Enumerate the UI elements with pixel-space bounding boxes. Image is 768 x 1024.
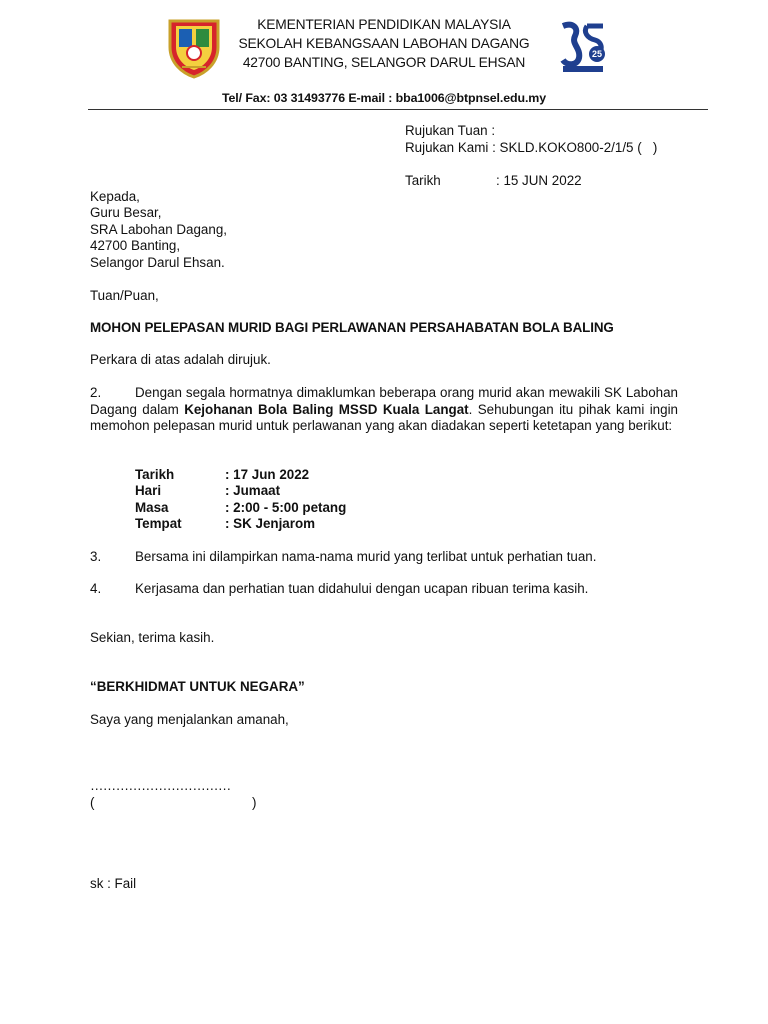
ref-tuan: Rujukan Tuan : <box>405 123 496 138</box>
para3-number: 3. <box>90 549 102 564</box>
school-crest-logo <box>166 17 222 79</box>
recipient-line: Kepada, <box>90 189 140 204</box>
para2-number: 2. <box>90 385 102 400</box>
closing-line: Sekian, terima kasih. <box>90 630 215 645</box>
para2-text-c: . Sehubungan itu pihak kami ingin memohon pelepasan murid untuk perlawanan yang akan diadakan seperti ketetapan yang berikut: <box>90 401 678 433</box>
ref-kami: Rujukan Kami : SKLD.KOKO800-2/1/5 ( ) <box>405 140 658 155</box>
recipient-line: Guru Besar, <box>90 205 162 220</box>
header-divider <box>88 109 708 110</box>
signature-paren-open: ( <box>90 795 95 810</box>
recipient-line: 42700 Banting, <box>90 238 181 253</box>
school-address: 42700 BANTING, SELANGOR DARUL EHSAN <box>242 55 526 70</box>
para2-text-bold: Kejohanan Bola Baling MSSD Kuala Langat <box>184 401 469 417</box>
recipient-line: Selangor Darul Ehsan. <box>90 255 225 270</box>
detail-label: Tarikh <box>135 467 175 482</box>
recipient-line: SRA Labohan Dagang, <box>90 222 227 237</box>
signature-dots: …………………………… <box>90 778 231 793</box>
carbon-copy: sk : Fail <box>90 876 137 891</box>
detail-value: : 17 Jun 2022 <box>225 467 310 482</box>
signature-paren-close: ) <box>252 795 257 810</box>
salutation: Tuan/Puan, <box>90 288 159 303</box>
signature-intro: Saya yang menjalankan amanah, <box>90 712 289 727</box>
paragraph-1: Perkara di atas adalah dirujuk. <box>90 352 271 367</box>
para4-number: 4. <box>90 581 102 596</box>
para2-text-a: Dengan segala hormatnya dimaklumkan beberapa orang murid akan mewakili SK Labohan Dagang dalam <box>90 385 678 417</box>
paragraph-4: Kerjasama dan perhatian tuan didahului dengan ucapan ribuan terima kasih. <box>135 581 589 596</box>
detail-label: Hari <box>135 483 162 498</box>
subject-heading: MOHON PELEPASAN MURID BAGI PERLAWANAN PERSAHABATAN BOLA BALING <box>90 320 614 335</box>
ministry-name: KEMENTERIAN PENDIDIKAN MALAYSIA <box>257 17 511 32</box>
school-name: SEKOLAH KEBANGSAAN LABOHAN DAGANG <box>238 36 530 51</box>
anniversary-logo <box>557 20 609 76</box>
detail-label: Masa <box>135 500 169 515</box>
detail-value: : Jumaat <box>225 483 281 498</box>
date-value: : 15 JUN 2022 <box>496 173 582 188</box>
svg-text:25: 25 <box>591 49 603 59</box>
detail-value: : 2:00 - 5:00 petang <box>225 500 347 515</box>
detail-label: Tempat <box>135 516 182 531</box>
motto: “BERKHIDMAT UNTUK NEGARA” <box>90 679 305 694</box>
detail-value: : SK Jenjarom <box>225 516 316 531</box>
date-label: Tarikh <box>405 173 441 188</box>
paragraph-2 <box>90 385 678 435</box>
contact-line: Tel/ Fax: 03 31493776 E-mail : bba1006@btpnsel.edu.my <box>221 91 547 105</box>
paragraph-3: Bersama ini dilampirkan nama-nama murid yang terlibat untuk perhatian tuan. <box>135 549 597 564</box>
